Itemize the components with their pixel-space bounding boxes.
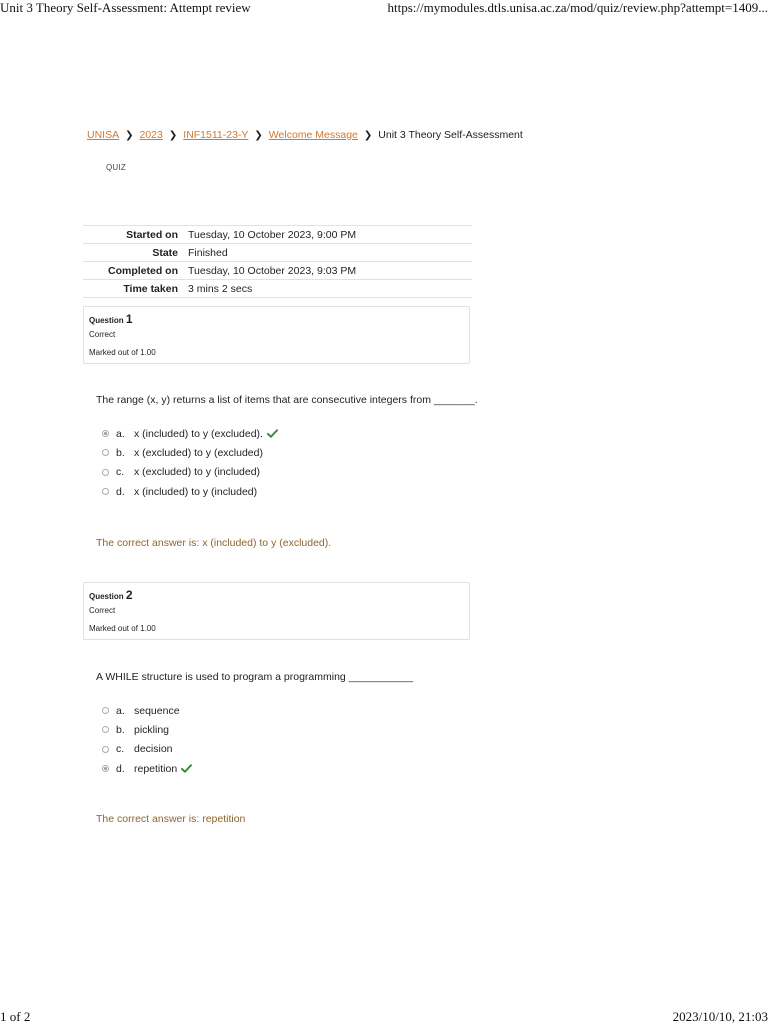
- question-info-box: [83, 306, 470, 364]
- summary-label: Time taken: [83, 280, 188, 298]
- print-footer: [0, 1009, 768, 1027]
- question-label: Question: [89, 592, 124, 601]
- answer-letter: d.: [116, 485, 125, 498]
- summary-label: Completed on: [83, 262, 188, 280]
- answer-text: x (excluded) to y (included): [134, 466, 261, 479]
- question-label: Question: [89, 316, 124, 325]
- question-grade: Marked out of 1.00: [89, 348, 156, 357]
- print-header: [0, 0, 768, 18]
- radio-unselected[interactable]: [102, 707, 109, 714]
- answer-option[interactable]: [102, 701, 452, 720]
- question-state: Correct: [89, 606, 116, 615]
- breadcrumb-current: Unit 3 Theory Self-Assessment: [378, 129, 523, 141]
- correct-answer-feedback: The correct answer is: repetition: [96, 813, 246, 825]
- answer-text: pickling: [134, 723, 170, 736]
- radio-unselected[interactable]: [102, 488, 109, 495]
- summary-row: [83, 244, 472, 262]
- answer-list: [102, 701, 452, 778]
- chevron-right-icon: ❯: [125, 129, 134, 141]
- print-url: https://mymodules.dtls.unisa.ac.za/mod/quiz/review.php?attempt=1409...: [387, 0, 768, 15]
- answer-letter: c.: [116, 466, 125, 479]
- print-datetime: 2023/10/10, 21:03: [672, 1009, 768, 1024]
- chevron-right-icon: ❯: [254, 129, 263, 141]
- attempt-summary-table: [83, 225, 472, 298]
- summary-row: [83, 226, 472, 244]
- print-page-number: 1 of 2: [0, 1009, 31, 1024]
- answer-letter: b.: [116, 446, 125, 459]
- radio-unselected[interactable]: [102, 746, 109, 753]
- radio-unselected[interactable]: [102, 726, 109, 733]
- question-grade: Marked out of 1.00: [89, 624, 156, 633]
- breadcrumb-link-welcome[interactable]: Welcome Message: [268, 129, 358, 141]
- answer-option[interactable]: [102, 424, 452, 443]
- correct-check-icon: [267, 429, 278, 438]
- question-number: [89, 312, 133, 326]
- answer-letter: a.: [116, 704, 125, 717]
- radio-selected[interactable]: [102, 430, 109, 437]
- answer-text: decision: [134, 743, 173, 756]
- question-text: A WHILE structure is used to program a programming ___________: [96, 671, 413, 683]
- question-text: The range (x, y) returns a list of items that are consecutive integers from _______.: [96, 394, 478, 406]
- summary-label: Started on: [83, 226, 188, 244]
- radio-selected[interactable]: [102, 765, 109, 772]
- answer-letter: c.: [116, 743, 125, 756]
- answer-option[interactable]: [102, 759, 452, 778]
- summary-label: State: [83, 244, 188, 262]
- answer-text: x (excluded) to y (excluded): [134, 446, 263, 459]
- summary-row: [83, 262, 472, 280]
- breadcrumb-link-course[interactable]: INF1511-23-Y: [183, 129, 249, 141]
- answer-list: [102, 424, 452, 501]
- question-state: Correct: [89, 330, 116, 339]
- breadcrumb-link-year[interactable]: 2023: [139, 129, 163, 141]
- summary-row: [83, 280, 472, 298]
- answer-option[interactable]: [102, 720, 452, 739]
- question-number: [89, 588, 133, 602]
- radio-unselected[interactable]: [102, 469, 109, 476]
- correct-answer-feedback: The correct answer is: x (included) to y (excluded).: [96, 537, 332, 549]
- summary-value: 3 mins 2 secs: [188, 280, 472, 298]
- answer-letter: a.: [116, 427, 125, 440]
- chevron-right-icon: ❯: [363, 129, 373, 141]
- answer-option[interactable]: [102, 740, 452, 759]
- answer-text: sequence: [134, 704, 180, 717]
- summary-value: Finished: [188, 244, 472, 262]
- breadcrumb: [87, 129, 523, 141]
- answer-option[interactable]: [102, 463, 452, 482]
- print-title: Unit 3 Theory Self-Assessment: Attempt review: [0, 0, 251, 15]
- radio-unselected[interactable]: [102, 449, 109, 456]
- answer-option[interactable]: [102, 443, 452, 462]
- correct-check-icon: [181, 764, 192, 773]
- summary-value: Tuesday, 10 October 2023, 9:03 PM: [188, 262, 472, 280]
- answer-text: x (included) to y (excluded).: [134, 427, 263, 440]
- page-kind-label: QUIZ: [106, 163, 126, 172]
- answer-text: x (included) to y (included): [134, 485, 258, 498]
- question-number-value: 2: [125, 588, 133, 602]
- answer-text: repetition: [134, 762, 178, 775]
- breadcrumb-link-unisa[interactable]: UNISA: [87, 129, 120, 141]
- answer-letter: d.: [116, 762, 125, 775]
- summary-value: Tuesday, 10 October 2023, 9:00 PM: [188, 226, 472, 244]
- question-info-box: [83, 582, 470, 640]
- question-number-value: 1: [125, 312, 133, 326]
- chevron-right-icon: ❯: [168, 129, 178, 141]
- answer-letter: b.: [116, 723, 125, 736]
- answer-option[interactable]: [102, 482, 452, 501]
